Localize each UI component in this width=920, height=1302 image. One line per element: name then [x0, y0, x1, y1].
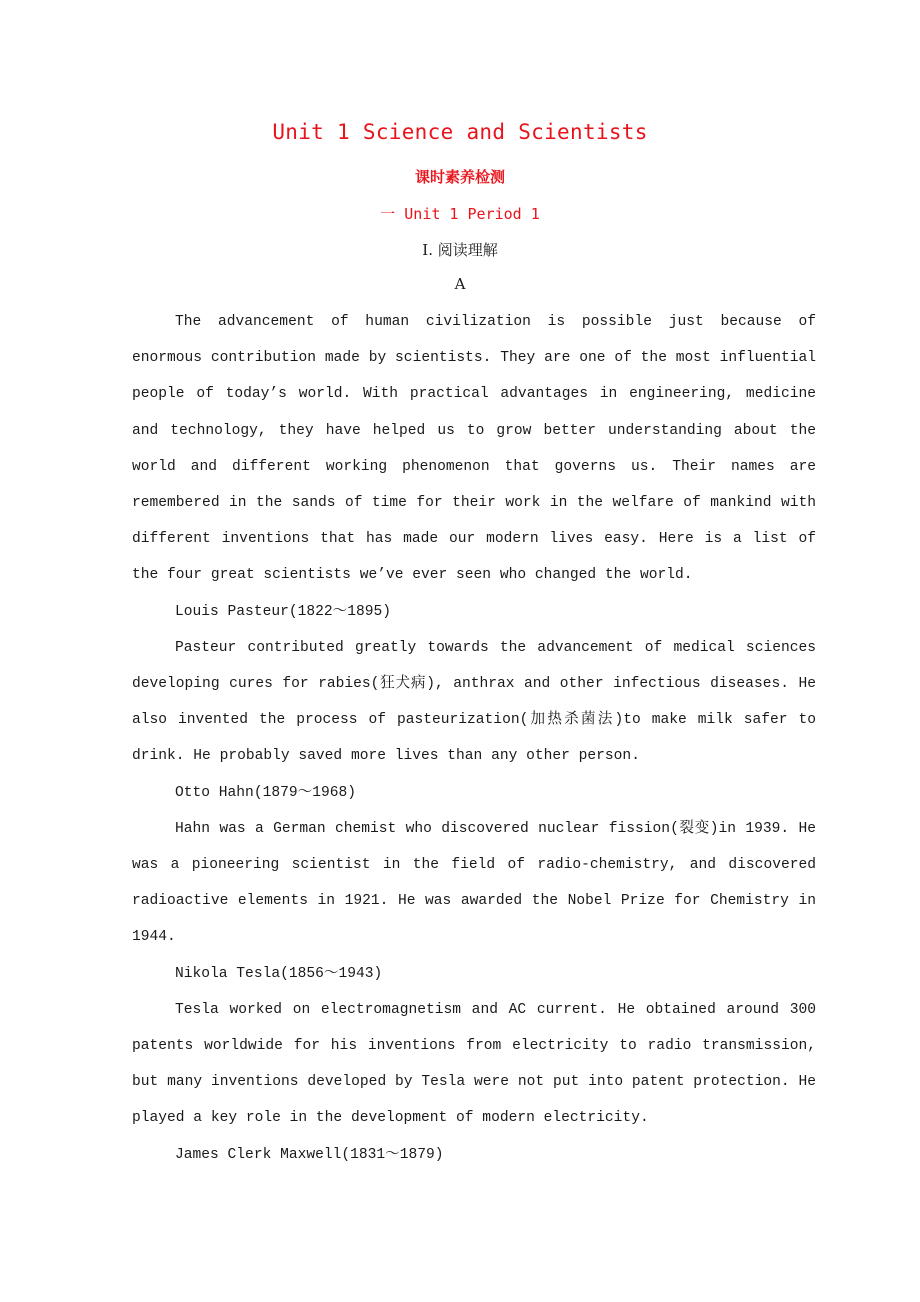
unit-title: Unit 1 Science and Scientists: [272, 120, 648, 144]
intro-paragraph: The advancement of human civilization is possible just because of enormous contribution made by scientists. They are one of the most influential people of today’s world. With practical advantages in engineering, medicine and technology, they have helped us to grow better understanding about the world and different working phenomenon that governs us. Their names are remembered in the sands of time for their work in the welfare of mankind with different inventions that has made our modern lives easy. Here is a list of the four great scientists we’ve ever seen who changed the world.: [132, 314, 816, 584]
scientist-text-hahn: Hahn was a German chemist who discovered nuclear fission(裂变)in 1939. He was a pioneering scientist in the field of radio-chemistry, and discovered radioactive elements in 1921. He was awarded the Nobel Prize for Chemistry in 1944.: [132, 820, 816, 946]
scientist-name-pasteur: Louis Pasteur(1822～1895): [175, 603, 392, 620]
scientist-name-maxwell: James Clerk Maxwell(1831～1879): [175, 1146, 444, 1163]
passage-label: A: [454, 275, 466, 293]
scientist-text-tesla: Tesla worked on electromagnetism and AC current. He obtained around 300 patents worldwide for his inventions from electricity to radio transmission, but many inventions developed by Tesla were not put into patent protection. He played a key role in the development of modern electricity.: [132, 1001, 816, 1127]
section-heading: Ⅰ. 阅读理解: [422, 241, 498, 259]
scientist-name-tesla: Nikola Tesla(1856～1943): [175, 965, 383, 982]
lesson-subtitle: 课时素养检测: [414, 168, 505, 186]
period-heading: 一 Unit 1 Period 1: [380, 205, 540, 223]
scientist-text-pasteur: Pasteur contributed greatly towards the advancement of medical sciences developing cures for rabies(狂犬病), anthrax and other infectious diseases. He also invented the process of pasteurization(加热杀菌法)to make milk safer to drink. He probably saved more lives than any other person.: [132, 639, 816, 765]
passage-body: [132, 304, 816, 1173]
scientist-name-hahn: Otto Hahn(1879～1968): [175, 784, 356, 801]
